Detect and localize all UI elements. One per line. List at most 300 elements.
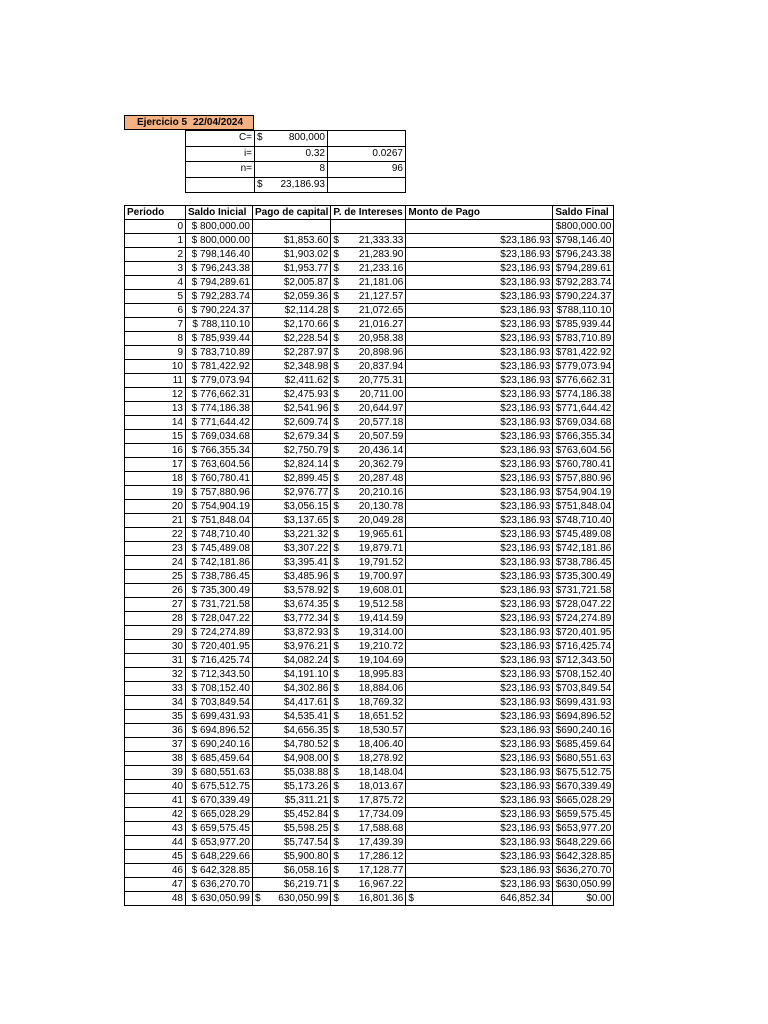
cell-saldo-final: $712,343.50 (553, 654, 614, 668)
cell-pago-intereses (331, 514, 406, 528)
currency-symbol: $ (333, 655, 339, 666)
cell-pago-intereses (331, 584, 406, 598)
cell-saldo-final: $779,073.94 (553, 360, 614, 374)
table-row (125, 374, 614, 388)
cell-amount: 18,769.32 (358, 697, 404, 708)
cell-saldo-final: $724,274.89 (553, 612, 614, 626)
cell-periodo: 36 (125, 724, 186, 738)
currency-symbol: $ (333, 795, 339, 806)
currency-symbol: $ (333, 291, 339, 302)
cell-amount: 19,414.59 (358, 613, 404, 624)
cell-pago-intereses (331, 654, 406, 668)
cell-saldo-final: $659,575.45 (553, 808, 614, 822)
cell-periodo: 14 (125, 416, 186, 430)
cell-saldo-final: $680,551.63 (553, 752, 614, 766)
amortization-table (124, 205, 614, 906)
cell-amount: 20,507.59 (358, 431, 404, 442)
cell-pago-capital: $5,038.88 (253, 766, 331, 780)
cell-saldo-inicial: $ 708,152.40 (186, 682, 253, 696)
header-saldo-final: Saldo Final (553, 206, 614, 220)
cell-saldo-inicial: $ 699,431.93 (186, 710, 253, 724)
cell-pago-capital: $4,656.35 (253, 724, 331, 738)
cell-periodo: 29 (125, 626, 186, 640)
cell-pago-intereses (331, 234, 406, 248)
cell-saldo-inicial: $ 792,283.74 (186, 290, 253, 304)
cell-amount: 20,049.28 (358, 515, 404, 526)
cell-pago-capital: $2,411.62 (253, 374, 331, 388)
table-row (125, 780, 614, 794)
cell-pago-capital: $4,908.00 (253, 752, 331, 766)
cell-monto-pago: $23,186.93 (406, 458, 553, 472)
cell-saldo-inicial: $ 742,181.86 (186, 556, 253, 570)
cell-saldo-final: $703,849.54 (553, 682, 614, 696)
cell-saldo-inicial: $ 685,459.64 (186, 752, 253, 766)
cell-saldo-inicial: $ 771,644.42 (186, 416, 253, 430)
cell-amount: 20,711.00 (359, 389, 404, 400)
currency-symbol: $ (257, 132, 263, 144)
cell-saldo-inicial: $ 779,073.94 (186, 374, 253, 388)
cell-pago-intereses (331, 766, 406, 780)
cell-saldo-final: $690,240.16 (553, 724, 614, 738)
cell-pago-intereses (331, 220, 406, 234)
cell-periodo: 35 (125, 710, 186, 724)
param-amount: 23,186.93 (280, 178, 325, 190)
cell-periodo: 44 (125, 836, 186, 850)
cell-saldo-inicial: $ 630,050.99 (186, 892, 253, 906)
currency-symbol: $ (333, 781, 339, 792)
cell-monto-pago: $23,186.93 (406, 626, 553, 640)
cell-periodo: 43 (125, 822, 186, 836)
cell-amount: 17,875.72 (358, 795, 404, 806)
cell-saldo-final: $735,300.49 (553, 570, 614, 584)
cell-amount: 18,995.83 (358, 669, 404, 680)
table-row (125, 710, 614, 724)
currency-symbol: $ (333, 305, 339, 316)
table-row (125, 864, 614, 878)
cell-pago-intereses (331, 262, 406, 276)
cell-amount: 21,072.65 (358, 305, 404, 316)
header-saldo-inicial: Saldo Inicial (186, 206, 253, 220)
cell-saldo-final: $774,186.38 (553, 388, 614, 402)
cell-pago-intereses (331, 570, 406, 584)
cell-monto-pago: $23,186.93 (406, 262, 553, 276)
table-row (125, 402, 614, 416)
parameters-table (185, 130, 406, 193)
cell-saldo-inicial: $ 760,780.41 (186, 472, 253, 486)
cell-periodo: 3 (125, 262, 186, 276)
currency-symbol: $ (333, 319, 339, 330)
cell-saldo-inicial: $ 731,721.58 (186, 598, 253, 612)
cell-saldo-inicial: $ 694,896.52 (186, 724, 253, 738)
cell-periodo: 25 (125, 570, 186, 584)
cell-pago-capital: $2,541.96 (253, 402, 331, 416)
table-row (125, 318, 614, 332)
cell-pago-intereses (331, 822, 406, 836)
currency-symbol: $ (333, 837, 339, 848)
cell-saldo-inicial: $ 776,662.31 (186, 388, 253, 402)
table-row (125, 542, 614, 556)
param-extra (328, 177, 406, 193)
cell-saldo-final: $781,422.92 (553, 346, 614, 360)
cell-periodo: 33 (125, 682, 186, 696)
table-row (125, 528, 614, 542)
cell-monto-pago: $23,186.93 (406, 430, 553, 444)
param-row (186, 146, 406, 162)
param-label: C= (186, 131, 255, 147)
cell-amount: 17,128.77 (358, 865, 404, 876)
cell-pago-intereses (331, 724, 406, 738)
cell-periodo: 47 (125, 878, 186, 892)
cell-periodo: 38 (125, 752, 186, 766)
currency-symbol: $ (333, 473, 339, 484)
cell-saldo-inicial: $ 766,355.34 (186, 444, 253, 458)
table-row (125, 878, 614, 892)
cell-amount: 18,651.52 (358, 711, 404, 722)
cell-amount: 19,314.00 (358, 627, 404, 638)
cell-saldo-inicial: $ 690,240.16 (186, 738, 253, 752)
cell-pago-capital: $2,824.14 (253, 458, 331, 472)
cell-pago-intereses (331, 276, 406, 290)
currency-symbol: $ (333, 543, 339, 554)
cell-saldo-final: $648,229.66 (553, 836, 614, 850)
cell-saldo-final: $754,904.19 (553, 486, 614, 500)
cell-amount: 19,700.97 (358, 571, 404, 582)
table-row (125, 598, 614, 612)
cell-saldo-final: $757,880.96 (553, 472, 614, 486)
param-row (186, 131, 406, 147)
cell-pago-capital: $5,747.54 (253, 836, 331, 850)
currency-symbol: $ (333, 431, 339, 442)
cell-periodo: 40 (125, 780, 186, 794)
cell-monto-pago: $23,186.93 (406, 864, 553, 878)
cell-periodo: 30 (125, 640, 186, 654)
cell-pago-capital: $6,219.71 (253, 878, 331, 892)
cell-amount: 20,287.48 (358, 473, 404, 484)
cell-monto-pago: $23,186.93 (406, 794, 553, 808)
cell-saldo-inicial: $ 653,977.20 (186, 836, 253, 850)
table-row (125, 514, 614, 528)
cell-saldo-inicial: $ 745,489.08 (186, 542, 253, 556)
cell-periodo: 26 (125, 584, 186, 598)
cell-periodo: 23 (125, 542, 186, 556)
cell-saldo-inicial: $ 659,575.45 (186, 822, 253, 836)
cell-pago-capital: $4,535.41 (253, 710, 331, 724)
table-row (125, 794, 614, 808)
cell-saldo-inicial: $ 796,243.38 (186, 262, 253, 276)
cell-pago-intereses (331, 374, 406, 388)
cell-pago-capital: $4,780.52 (253, 738, 331, 752)
cell-periodo: 18 (125, 472, 186, 486)
cell-saldo-inicial: $ 800,000.00 (186, 234, 253, 248)
header-pago-capital: Pago de capital (253, 206, 331, 220)
cell-pago-capital: $2,114.28 (253, 304, 331, 318)
cell-pago-intereses (331, 640, 406, 654)
table-row (125, 220, 614, 234)
cell-amount: 18,278.92 (358, 753, 404, 764)
param-extra: 96 (328, 162, 406, 178)
cell-monto-pago: $23,186.93 (406, 276, 553, 290)
cell-periodo: 4 (125, 276, 186, 290)
cell-monto-pago: $23,186.93 (406, 640, 553, 654)
param-row (186, 162, 406, 178)
header-monto-pago: Monto de Pago (406, 206, 553, 220)
cell-pago-intereses (331, 892, 406, 906)
cell-pago-capital: $5,452.84 (253, 808, 331, 822)
cell-monto-pago: $23,186.93 (406, 738, 553, 752)
currency-symbol: $ (333, 375, 339, 386)
cell-pago-intereses (331, 248, 406, 262)
param-amount: 0.32 (305, 147, 325, 159)
header-periodo: Periodo (125, 206, 186, 220)
cell-pago-intereses (331, 808, 406, 822)
cell-pago-capital (253, 220, 331, 234)
cell-saldo-final: $720,401.95 (553, 626, 614, 640)
cell-pago-capital: $4,191.10 (253, 668, 331, 682)
table-row (125, 290, 614, 304)
cell-saldo-inicial: $ 783,710.89 (186, 346, 253, 360)
cell-amount: 16,801.36 (358, 893, 404, 904)
cell-amount: 21,333.33 (358, 235, 404, 246)
table-row (125, 752, 614, 766)
currency-symbol: $ (333, 697, 339, 708)
cell-saldo-inicial: $ 648,229.66 (186, 850, 253, 864)
cell-amount: 18,530.57 (358, 725, 404, 736)
cell-monto-pago: $23,186.93 (406, 598, 553, 612)
cell-saldo-final: $763,604.56 (553, 444, 614, 458)
cell-pago-capital: $4,082.24 (253, 654, 331, 668)
cell-pago-intereses (331, 682, 406, 696)
cell-amount: 17,734.09 (358, 809, 404, 820)
cell-pago-intereses (331, 612, 406, 626)
cell-saldo-final: $694,896.52 (553, 710, 614, 724)
cell-amount: 21,127.57 (358, 291, 404, 302)
currency-symbol: $ (333, 851, 339, 862)
cell-pago-intereses (331, 696, 406, 710)
cell-saldo-inicial: $ 754,904.19 (186, 500, 253, 514)
currency-symbol: $ (333, 599, 339, 610)
currency-symbol: $ (255, 893, 261, 904)
cell-periodo: 32 (125, 668, 186, 682)
cell-saldo-final: $636,270.70 (553, 864, 614, 878)
cell-pago-capital: $3,578.92 (253, 584, 331, 598)
cell-pago-intereses (331, 332, 406, 346)
cell-pago-intereses (331, 346, 406, 360)
cell-monto-pago: $23,186.93 (406, 374, 553, 388)
cell-amount: 18,013.67 (358, 781, 404, 792)
cell-saldo-inicial: $ 675,512.75 (186, 780, 253, 794)
cell-pago-capital: $5,598.25 (253, 822, 331, 836)
currency-symbol: $ (333, 767, 339, 778)
cell-monto-pago: $23,186.93 (406, 332, 553, 346)
cell-saldo-final: $738,786.45 (553, 556, 614, 570)
table-row (125, 850, 614, 864)
table-row (125, 458, 614, 472)
cell-amount: 20,644.97 (358, 403, 404, 414)
table-row (125, 668, 614, 682)
cell-pago-capital: $3,307.22 (253, 542, 331, 556)
cell-monto-pago: $23,186.93 (406, 346, 553, 360)
cell-pago-capital: $3,872.93 (253, 626, 331, 640)
currency-symbol: $ (333, 627, 339, 638)
currency-symbol: $ (333, 417, 339, 428)
cell-monto-pago: $23,186.93 (406, 248, 553, 262)
cell-saldo-final: $745,489.08 (553, 528, 614, 542)
param-extra (328, 131, 406, 147)
cell-saldo-inicial: $ 642,328.85 (186, 864, 253, 878)
table-row (125, 416, 614, 430)
cell-pago-intereses (331, 878, 406, 892)
exercise-header (124, 115, 254, 130)
cell-pago-intereses (331, 360, 406, 374)
currency-symbol: $ (333, 641, 339, 652)
cell-amount: 18,406.40 (358, 739, 404, 750)
cell-saldo-inicial: $ 798,146.40 (186, 248, 253, 262)
cell-pago-capital: $2,609.74 (253, 416, 331, 430)
cell-saldo-final: $675,512.75 (553, 766, 614, 780)
cell-saldo-final: $792,283.74 (553, 276, 614, 290)
cell-saldo-final: $708,152.40 (553, 668, 614, 682)
param-label (186, 177, 255, 193)
cell-pago-capital: $3,772.34 (253, 612, 331, 626)
cell-saldo-inicial: $ 665,028.29 (186, 808, 253, 822)
header-pago-intereses: P. de Intereses (331, 206, 406, 220)
table-header-row (125, 206, 614, 220)
cell-pago-capital: $2,059.36 (253, 290, 331, 304)
cell-amount: 20,898.96 (358, 347, 404, 358)
currency-symbol: $ (333, 557, 339, 568)
cell-monto-pago: $23,186.93 (406, 836, 553, 850)
param-row (186, 177, 406, 193)
cell-monto-pago: $23,186.93 (406, 752, 553, 766)
cell-pago-intereses (331, 668, 406, 682)
cell-pago-capital: $5,900.80 (253, 850, 331, 864)
cell-saldo-final: $670,339.49 (553, 780, 614, 794)
cell-amount: 20,837.94 (358, 361, 404, 372)
cell-monto-pago: $23,186.93 (406, 500, 553, 514)
cell-pago-capital: $1,853.60 (253, 234, 331, 248)
cell-amount: 21,016.27 (358, 319, 404, 330)
cell-periodo: 2 (125, 248, 186, 262)
currency-symbol: $ (333, 585, 339, 596)
table-row (125, 808, 614, 822)
cell-pago-intereses (331, 318, 406, 332)
cell-amount: 20,577.18 (358, 417, 404, 428)
cell-saldo-inicial: $ 680,551.63 (186, 766, 253, 780)
cell-pago-intereses (331, 850, 406, 864)
currency-symbol: $ (333, 347, 339, 358)
table-row (125, 472, 614, 486)
cell-periodo: 22 (125, 528, 186, 542)
table-row (125, 766, 614, 780)
cell-saldo-final: $769,034.68 (553, 416, 614, 430)
cell-pago-intereses (331, 738, 406, 752)
cell-monto-pago: $23,186.93 (406, 304, 553, 318)
cell-monto-pago: $23,186.93 (406, 766, 553, 780)
cell-amount: 19,210.72 (358, 641, 404, 652)
cell-periodo: 13 (125, 402, 186, 416)
exercise-date: 22/04/2024 (193, 117, 244, 128)
cell-saldo-final: $665,028.29 (553, 794, 614, 808)
cell-periodo: 12 (125, 388, 186, 402)
table-row (125, 444, 614, 458)
cell-pago-capital: $6,058.16 (253, 864, 331, 878)
cell-saldo-inicial: $ 763,604.56 (186, 458, 253, 472)
param-value (255, 131, 328, 147)
cell-saldo-final: $771,644.42 (553, 402, 614, 416)
currency-symbol: $ (333, 725, 339, 736)
cell-amount: 17,588.68 (358, 823, 404, 834)
cell-monto-pago: $23,186.93 (406, 780, 553, 794)
cell-periodo: 20 (125, 500, 186, 514)
cell-monto-pago: $23,186.93 (406, 444, 553, 458)
currency-symbol: $ (333, 263, 339, 274)
cell-pago-intereses (331, 864, 406, 878)
currency-symbol: $ (333, 683, 339, 694)
currency-symbol: $ (333, 529, 339, 540)
cell-pago-intereses (331, 528, 406, 542)
cell-pago-intereses (331, 836, 406, 850)
cell-periodo: 46 (125, 864, 186, 878)
cell-amount: 20,775.31 (358, 375, 404, 386)
cell-saldo-inicial: $ 670,339.49 (186, 794, 253, 808)
cell-monto-pago: $23,186.93 (406, 570, 553, 584)
table-row (125, 682, 614, 696)
cell-pago-capital: $2,170.66 (253, 318, 331, 332)
table-row (125, 892, 614, 906)
cell-monto-pago: $23,186.93 (406, 514, 553, 528)
cell-saldo-inicial: $ 748,710.40 (186, 528, 253, 542)
cell-saldo-inicial: $ 800,000.00 (186, 220, 253, 234)
cell-saldo-inicial: $ 790,224.37 (186, 304, 253, 318)
cell-saldo-final: $731,721.58 (553, 584, 614, 598)
cell-amount: 20,436.14 (358, 445, 404, 456)
cell-amount: 19,965.61 (358, 529, 404, 540)
currency-symbol: $ (333, 823, 339, 834)
cell-monto-pago: $23,186.93 (406, 822, 553, 836)
currency-symbol: $ (333, 613, 339, 624)
cell-saldo-final: $783,710.89 (553, 332, 614, 346)
cell-amount: 16,967.22 (358, 879, 404, 890)
cell-saldo-final: $653,977.20 (553, 822, 614, 836)
cell-pago-capital: $2,899.45 (253, 472, 331, 486)
cell-amount: 21,181.06 (358, 277, 404, 288)
cell-amount: 17,286.12 (358, 851, 404, 862)
cell-pago-intereses (331, 486, 406, 500)
cell-saldo-final: $776,662.31 (553, 374, 614, 388)
cell-pago-intereses (331, 444, 406, 458)
cell-monto-pago: $23,186.93 (406, 878, 553, 892)
table-row (125, 626, 614, 640)
cell-amount: 20,958.38 (358, 333, 404, 344)
table-row (125, 500, 614, 514)
cell-saldo-inicial: $ 794,289.61 (186, 276, 253, 290)
cell-monto-pago: $23,186.93 (406, 654, 553, 668)
currency-symbol: $ (333, 515, 339, 526)
cell-monto-pago: $23,186.93 (406, 556, 553, 570)
cell-periodo: 48 (125, 892, 186, 906)
cell-periodo: 8 (125, 332, 186, 346)
table-row (125, 332, 614, 346)
cell-periodo: 15 (125, 430, 186, 444)
cell-pago-intereses (331, 780, 406, 794)
table-row (125, 304, 614, 318)
cell-saldo-inicial: $ 785,939.44 (186, 332, 253, 346)
cell-pago-intereses (331, 794, 406, 808)
cell-monto-pago: $23,186.93 (406, 360, 553, 374)
cell-monto-pago: $23,186.93 (406, 612, 553, 626)
cell-monto-pago: $23,186.93 (406, 528, 553, 542)
cell-pago-capital: $2,348.98 (253, 360, 331, 374)
